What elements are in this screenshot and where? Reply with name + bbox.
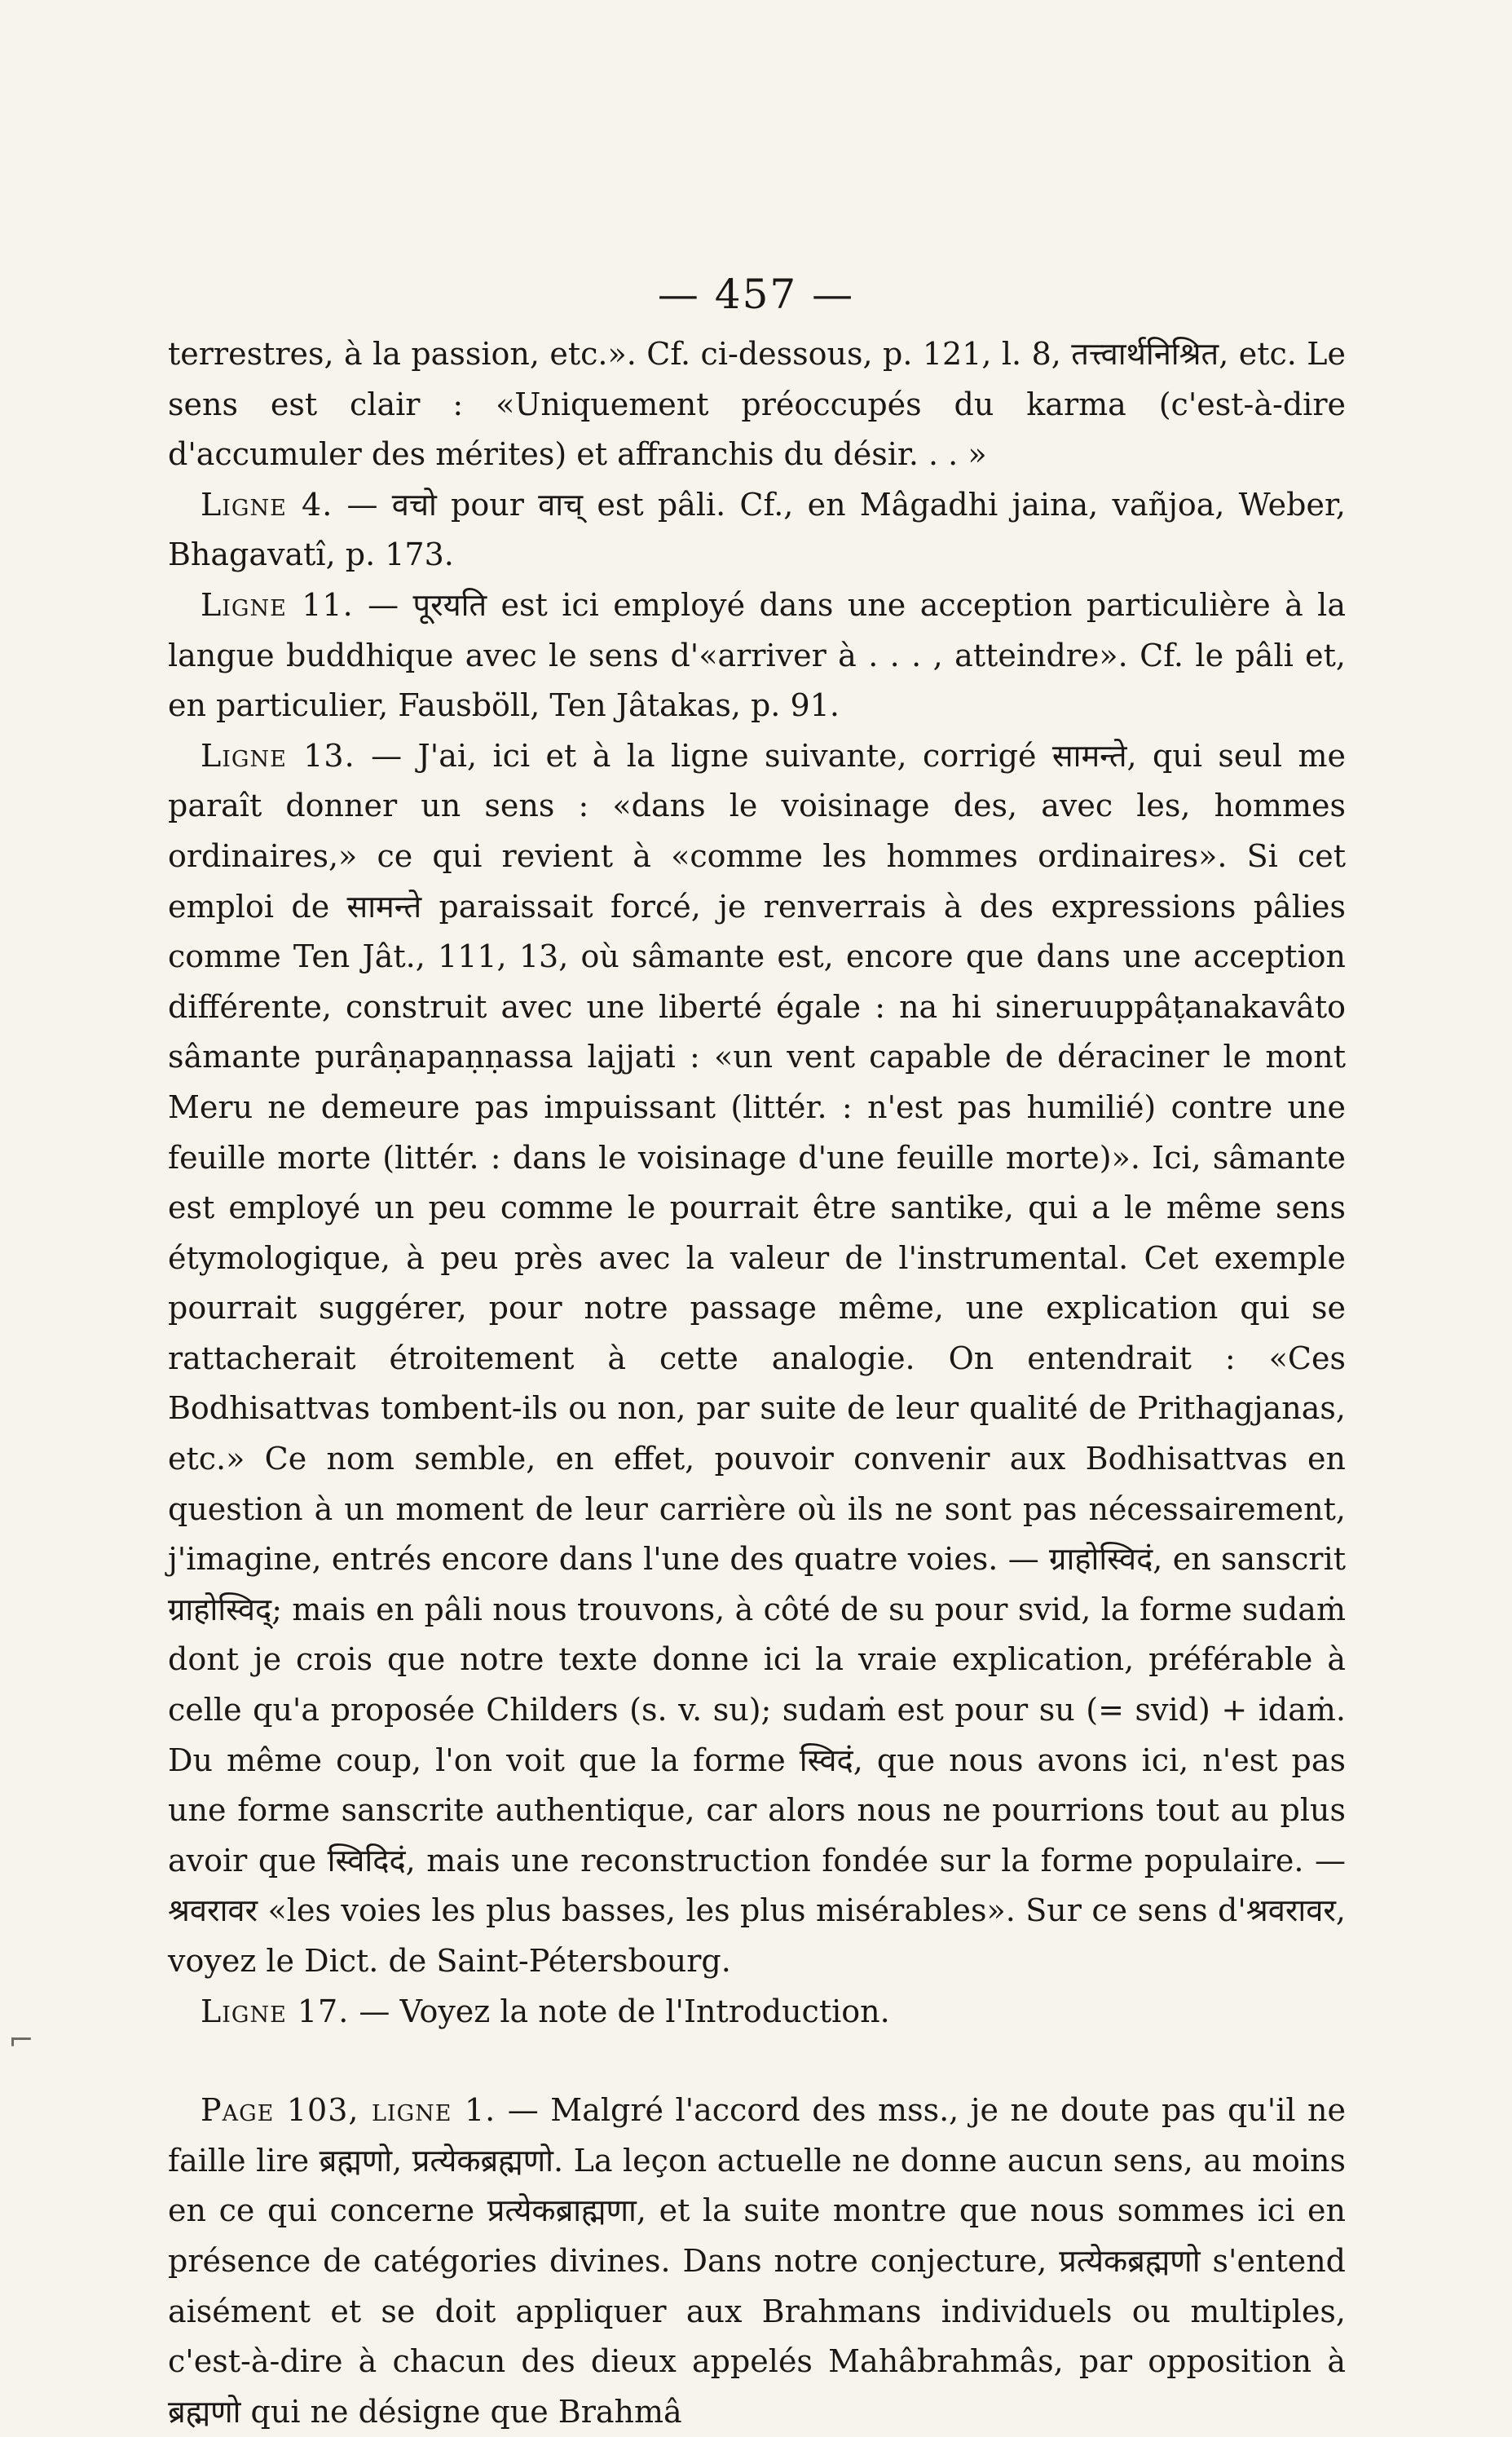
note-text: — J'ai, ici et à la ligne suivante, corrigé सामन्ते, qui seul me paraît donner un sens : «dans le voisinage des, avec les, hommes ordinaires,» ce qui revient à «comme les hommes ordinaires». Si cet emploi de सामन्ते paraissait forcé, je renverrais à des expressions pâlies comme Ten Jât., 111, 13, où sâmante est, encore que dans une acception différente, construit avec une liberté égale : na hi sineruuppâṭanakavâto sâmante purâṇapaṇṇassa lajjati : «un vent capable de déraciner le mont Meru ne demeure pas impuissant (littér. : n'est pas humilié) contre une feuille morte (littér. : dans le voisinage d'une feuille morte)». Ici, sâmante est employé un peu comme le pourrait être santike, qui a le même sens étymologique, à peu près avec la valeur de l'instrumental. Cet exemple pourrait suggérer, pour notre passage même, une explication qui se rattacherait étroitement à cette analogie. On entendrait : «Ces Bodhisattvas tombent-ils ou non, par suite de leur qualité de Prithagjanas, etc.» Ce nom semble, en effet, pouvoir convenir aux Bodhisattvas en question à un moment de leur carrière où ils ne sont pas nécessairement, j'imagine, entrés encore dans l'une des quatre voies. — ग्राहोस्विदं, en sanscrit ग्राहोस्विद्; mais en pâli nous trouvons, à côté de su pour svid, la forme sudaṁ dont je crois que notre texte donne ici la vraie explication, préférable à celle qu'a proposée Childers (s. v. su); sudaṁ est pour su (= svid) + idaṁ. Du même coup, l'on voit que la forme स्विदं, que nous avons ici, n'est pas une forme sanscrite authentique, car alors nous ne pourrions tout au plus avoir que स्विदिदं, mais une reconstruction fondée sur la forme populaire. — श्रवरावर «les voies les plus basses, les plus misérables». Sur ce sens d'श्रवरावर, voyez le Dict. de Saint-Pétersbourg. [168,737,1346,1979]
note-ligne-11 [168,581,1346,731]
note-label: Page 103, ligne 1. [201,2092,496,2129]
paragraph-continuation [168,329,1346,480]
note-ligne-4 [168,480,1346,581]
note-ligne-13 [168,731,1346,1987]
note-text: — वचो pour वाच् est pâli. Cf., en Mâgadhi jaina, vañjoa, Weber, Bhagavatî, p. 173. [168,486,1347,573]
note-label: Ligne 17. [201,1993,350,2029]
note-text: — पूरयति est ici employé dans une acception particulière à la langue buddhique avec le sens d'«arriver à . . . , atteindre». Cf. le pâli et, en particulier, Fausböll, Ten Jâtakas, p. 91. [168,586,1346,724]
note-label: Ligne 13. [201,737,355,774]
note-label: Ligne 4. [201,486,333,523]
page-number: — 457 — [657,271,855,318]
note-text: — Malgré l'accord des mss., je ne doute pas qu'il ne faille lire ब्रह्मणो, प्रत्येकब्रह्मणो. La leçon actuelle ne donne aucun sens, au moins en ce qui concerne प्रत्येकब्राह्मणा, et la suite montre que nous sommes ici en présence de catégories divines. Dans notre conjecture, प्रत्येकब्रह्मणो s'entend aisément et se doit appliquer aux Brahmans individuels ou multiples, c'est-à-dire à chacun des dieux appelés Mahâbrahmâs, par opposition à ब्रह्मणो qui ne désigne que Brahmâ [168,2092,1346,2430]
note-ligne-17 [168,1987,1346,2037]
note-page-103 [168,2086,1346,2437]
note-label: Ligne 11. [201,586,354,623]
margin-mark: ⌐ [8,2022,34,2058]
paragraph-text: terrestres, à la passion, etc.». Cf. ci-dessous, p. 121, l. 8, तत्त्वार्थनिश्रित, etc. Le sens est clair : «Uniquement préoccupés du karma (c'est-à-dire d'accumuler des mérites) et affranchis du désir. . . » [168,336,1346,473]
note-text: — Voyez la note de l'Introduction. [349,1993,890,2029]
page-body [168,329,1346,2437]
